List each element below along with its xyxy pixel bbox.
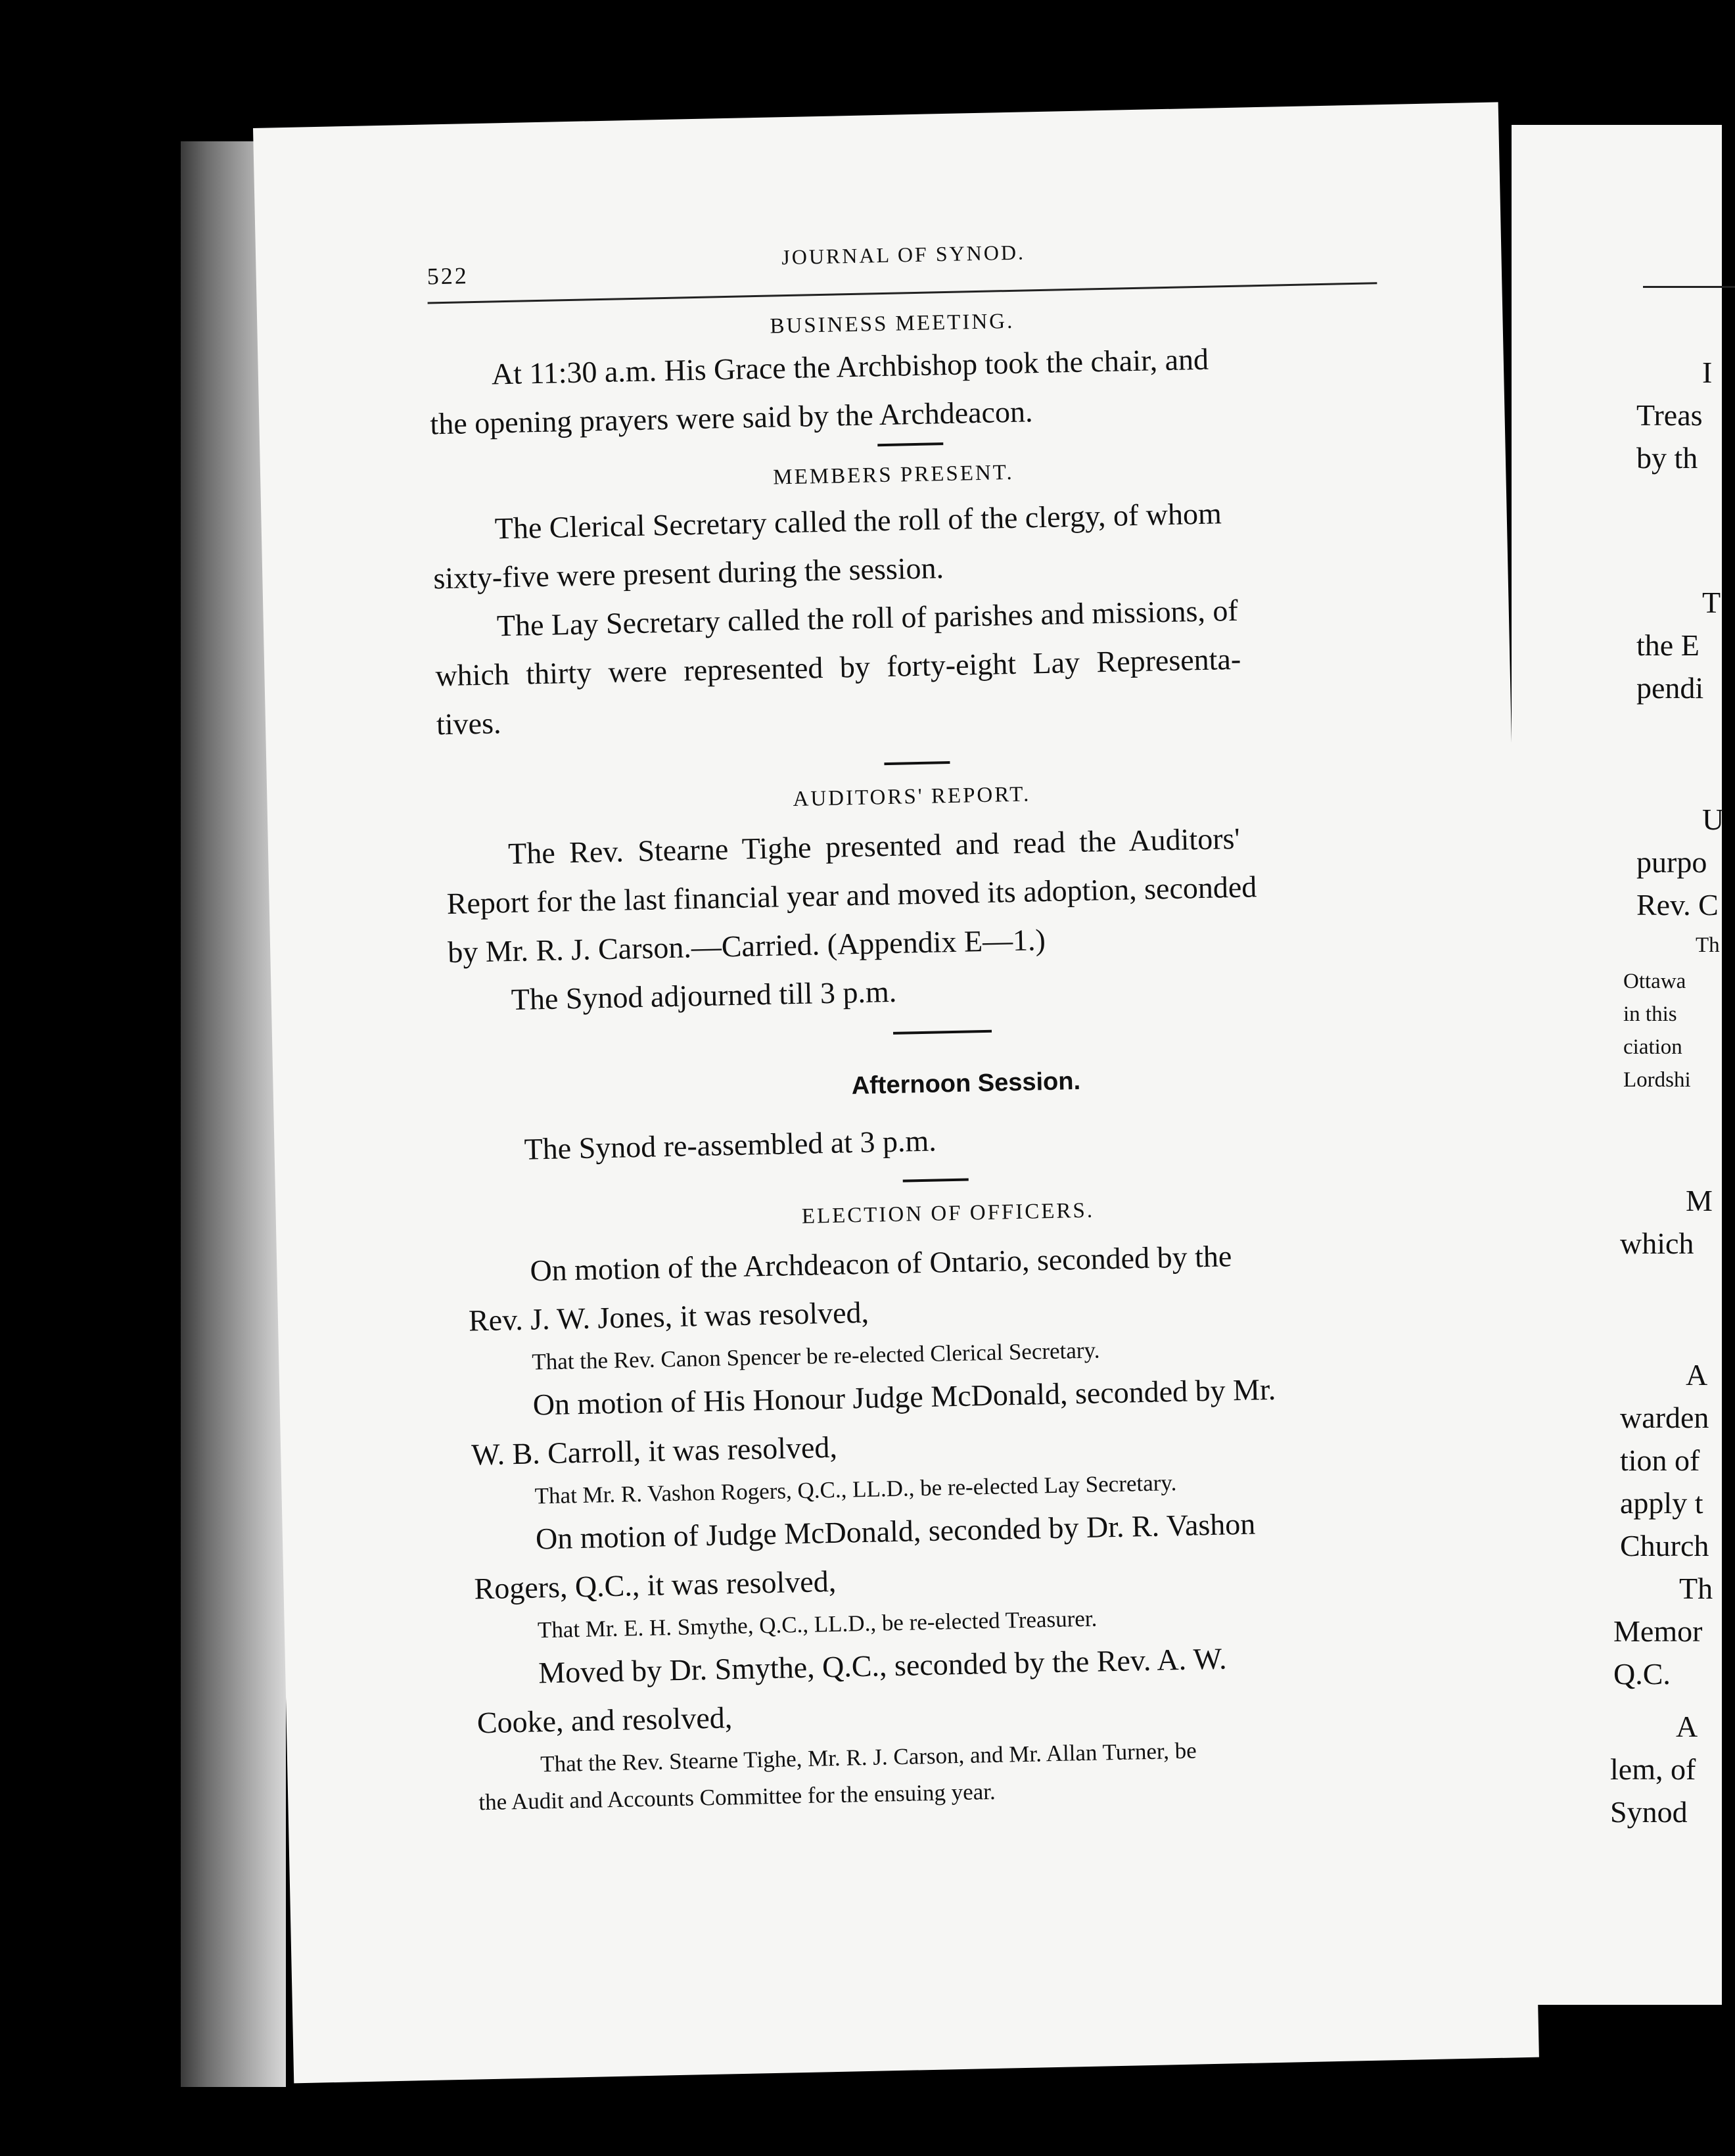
auditors-report-heading: AUDITORS' REPORT.	[793, 782, 1031, 812]
resolution-text: That Mr. E. H. Smythe, Q.C., LL.D., be re-elected Treasurer.	[537, 1605, 1098, 1643]
text-fragment: tion of	[1620, 1443, 1700, 1477]
text-fragment: warden	[1620, 1401, 1709, 1434]
text-line: The Synod adjourned till 3 p.m.	[511, 974, 897, 1017]
text-line: Rogers, Q.C., it was resolved,	[474, 1564, 837, 1606]
section-divider	[884, 761, 950, 765]
header-rule	[1643, 286, 1735, 288]
text-fragment: Synod	[1610, 1795, 1688, 1829]
text-line: tives.	[436, 706, 501, 741]
text-line: Rev. J. W. Jones, it was resolved,	[468, 1295, 869, 1338]
section-divider	[877, 442, 943, 446]
resolution-text: That Mr. R. Vashon Rogers, Q.C., LL.D., be re-elected Lay Secretary.	[534, 1470, 1177, 1509]
afternoon-session-heading: Afternoon Session.	[851, 1067, 1081, 1100]
text-fragment: Q.C.	[1613, 1657, 1671, 1691]
text-fragment: U	[1702, 803, 1724, 836]
text-line: The Lay Secretary called the roll of parishes and missions, of	[496, 593, 1239, 643]
text-line: sixty-five were present during the session.	[432, 551, 944, 596]
text-fragment: in this	[1623, 1002, 1677, 1026]
business-meeting-text	[428, 331, 1390, 449]
left-page	[253, 102, 1539, 2083]
text-line: Cooke, and resolved,	[476, 1700, 733, 1740]
resolution-text: That the Rev. Canon Spencer be re-elected Clerical Secretary.	[531, 1337, 1100, 1375]
running-title: JOURNAL OF SYNOD.	[781, 240, 1026, 270]
text-fragment: Th	[1679, 1572, 1713, 1605]
members-present-text	[432, 486, 1396, 749]
text-line: Moved by Dr. Smythe, Q.C., seconded by the Rev. A. W.	[538, 1641, 1227, 1690]
text-line: On motion of His Honour Judge McDonald, seconded by Mr.	[532, 1372, 1276, 1422]
text-line: The Rev. Stearne Tighe presented and read the Auditors'	[507, 821, 1241, 871]
section-divider	[893, 1030, 992, 1035]
text-fragment: I	[1702, 356, 1713, 389]
members-present-heading: MEMBERS PRESENT.	[772, 460, 1015, 490]
text-line: At 11:30 a.m. His Grace the Archbishop took the chair, and	[491, 342, 1209, 391]
header-rule	[428, 282, 1377, 304]
text-line: the opening prayers were said by the Archdeacon.	[429, 394, 1033, 441]
auditors-report-text	[445, 811, 1408, 1026]
resolution-text: the Audit and Accounts Committee for the ensuing year.	[478, 1778, 996, 1816]
text-fragment: the E	[1636, 628, 1700, 662]
text-fragment: pendi	[1636, 671, 1704, 705]
text-fragment: A	[1676, 1710, 1698, 1743]
text-fragment: M	[1686, 1184, 1713, 1217]
section-divider	[903, 1179, 969, 1183]
resolution-text: That the Rev. Stearne Tighe, Mr. R. J. Carson, and Mr. Allan Turner, be	[540, 1737, 1197, 1777]
text-fragment: by th	[1636, 441, 1698, 475]
text-line: Report for the last financial year and moved its adoption, seconded	[446, 870, 1257, 921]
text-fragment: Ottawa	[1623, 970, 1686, 993]
text-fragment: apply t	[1620, 1486, 1703, 1520]
text-line: by Mr. R. J. Carson.—Carried. (Appendix E—1.)	[447, 923, 1046, 970]
text-line: The Clerical Secretary called the roll of the clergy, of whom	[494, 496, 1222, 546]
text-line: which thirty were represented by forty-eight Lay Representa-	[434, 642, 1241, 693]
text-fragment: Th	[1696, 933, 1720, 957]
page-number: 522	[427, 262, 469, 290]
election-heading: ELECTION OF OFFICERS.	[801, 1198, 1095, 1229]
text-fragment: Rev. C	[1636, 888, 1719, 922]
text-fragment: Treas	[1636, 398, 1703, 432]
text-fragment: ciation	[1623, 1035, 1682, 1059]
text-fragment: lem, of	[1610, 1752, 1696, 1786]
right-page	[1512, 125, 1722, 2005]
text-line: On motion of the Archdeacon of Ontario, seconded by the	[529, 1239, 1232, 1288]
text-fragment: Lordshi	[1623, 1068, 1691, 1092]
election-text	[467, 1228, 1439, 1821]
text-line: On motion of Judge McDonald, seconded by Dr. R. Vashon	[535, 1507, 1256, 1556]
text-fragment: A	[1686, 1358, 1708, 1392]
text-fragment: Memor	[1613, 1614, 1703, 1648]
text-fragment: Church	[1620, 1529, 1709, 1562]
afternoon-session-text: The Synod re-assembled at 3 p.m.	[524, 1123, 937, 1166]
text-fragment: purpo	[1636, 845, 1707, 879]
text-fragment: which	[1620, 1227, 1694, 1260]
text-fragment: T	[1702, 586, 1721, 619]
text-line: W. B. Carroll, it was resolved,	[471, 1430, 838, 1472]
business-meeting-heading: BUSINESS MEETING.	[770, 309, 1015, 339]
